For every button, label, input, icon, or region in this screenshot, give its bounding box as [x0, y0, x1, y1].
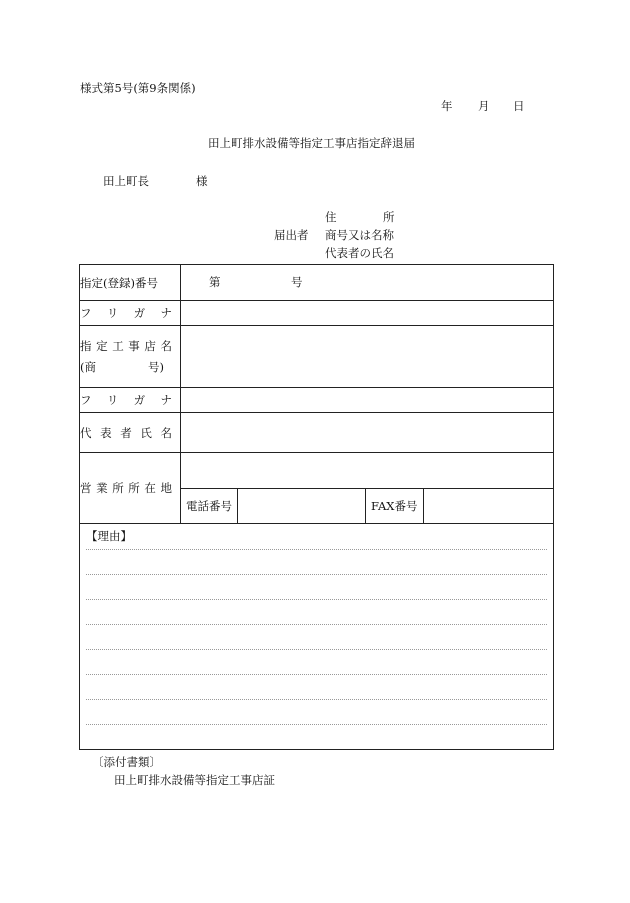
furigana-char: ナ [160, 393, 172, 407]
row-designation-number [80, 265, 554, 301]
reason-line [86, 599, 547, 600]
shop-name-char: 名 [160, 339, 172, 353]
furigana-label-2 [80, 388, 181, 413]
addressee-name: 田上町長 [103, 174, 149, 188]
furigana-label-1 [80, 301, 181, 326]
representative-char: 名 [160, 425, 172, 440]
applicant-address-1: 住 [325, 210, 337, 224]
office-char: 営 [80, 481, 92, 495]
date-year: 年 [441, 99, 453, 113]
row-office-address [80, 453, 554, 489]
shop-name-char: 指 [80, 339, 92, 353]
document-title: 田上町排水設備等指定工事店指定辞退届 [208, 136, 415, 150]
applicant-representative: 代表者の氏名 [325, 246, 394, 260]
row-shop-name [80, 326, 554, 388]
attachments-label: 〔添付書類〕 [92, 755, 161, 769]
shop-name-field[interactable] [181, 326, 554, 388]
reason-line [86, 574, 547, 575]
designation-number-field[interactable] [181, 265, 554, 301]
reason-line [86, 674, 547, 675]
furigana-char: ガ [133, 393, 146, 407]
representative-field[interactable] [181, 413, 554, 453]
designation-number-label: 指定(登録)番号 [80, 265, 181, 301]
furigana-char: ナ [160, 306, 172, 320]
applicant-address-2: 所 [383, 210, 395, 224]
reason-line [86, 724, 547, 725]
office-address-label [80, 453, 181, 524]
applicant-trade-name: 商号又は名称 [325, 228, 394, 242]
date-month: 月 [478, 99, 490, 113]
office-char: 業 [96, 481, 108, 495]
reason-label: 【理由】 [86, 529, 132, 543]
representative-char: 代 [80, 425, 92, 440]
fax-field[interactable] [424, 489, 554, 524]
furigana-char: フ [80, 306, 92, 320]
row-furigana-1 [80, 301, 554, 326]
office-char: 在 [144, 481, 156, 495]
furigana-char: リ [106, 393, 119, 407]
shop-name-char: 店 [144, 339, 156, 353]
phone-label: 電話番号 [181, 489, 238, 524]
office-char: 所 [128, 481, 140, 495]
reason-field[interactable] [80, 524, 554, 750]
furigana-char: ガ [133, 306, 146, 320]
reason-line [86, 699, 547, 700]
office-char: 地 [160, 481, 172, 495]
office-char: 所 [112, 481, 124, 495]
withdrawal-form-table [79, 264, 554, 750]
furigana-field-2[interactable] [181, 388, 554, 413]
form-number: 様式第5号(第9条関係) [80, 81, 196, 95]
row-reason [80, 524, 554, 750]
number-suffix: 号 [291, 275, 303, 289]
reason-line [86, 624, 547, 625]
shop-name-char: 工 [112, 339, 124, 353]
reason-line [86, 649, 547, 650]
addressee-honorific: 様 [196, 174, 208, 188]
number-prefix: 第 [209, 275, 221, 289]
shop-name-char: 定 [96, 339, 108, 353]
shop-name-char: 事 [128, 339, 140, 353]
date-day: 日 [513, 99, 525, 113]
trade-sub-close: 号) [148, 360, 164, 374]
fax-label: FAX番号 [366, 489, 424, 524]
applicant-label: 届出者 [274, 228, 309, 242]
representative-char: 氏 [140, 425, 152, 440]
office-address-field[interactable] [181, 453, 554, 489]
representative-char: 者 [120, 425, 132, 440]
furigana-char: フ [80, 393, 92, 407]
furigana-char: リ [106, 306, 119, 320]
representative-char: 表 [100, 425, 112, 440]
phone-field[interactable] [238, 489, 366, 524]
furigana-field-1[interactable] [181, 301, 554, 326]
trade-sub-open: (商 [80, 360, 96, 374]
representative-label [80, 413, 181, 453]
reason-line [86, 549, 547, 550]
attachments-item: 田上町排水設備等指定工事店証 [114, 773, 275, 787]
row-furigana-2 [80, 388, 554, 413]
shop-name-label [80, 326, 181, 388]
row-representative [80, 413, 554, 453]
